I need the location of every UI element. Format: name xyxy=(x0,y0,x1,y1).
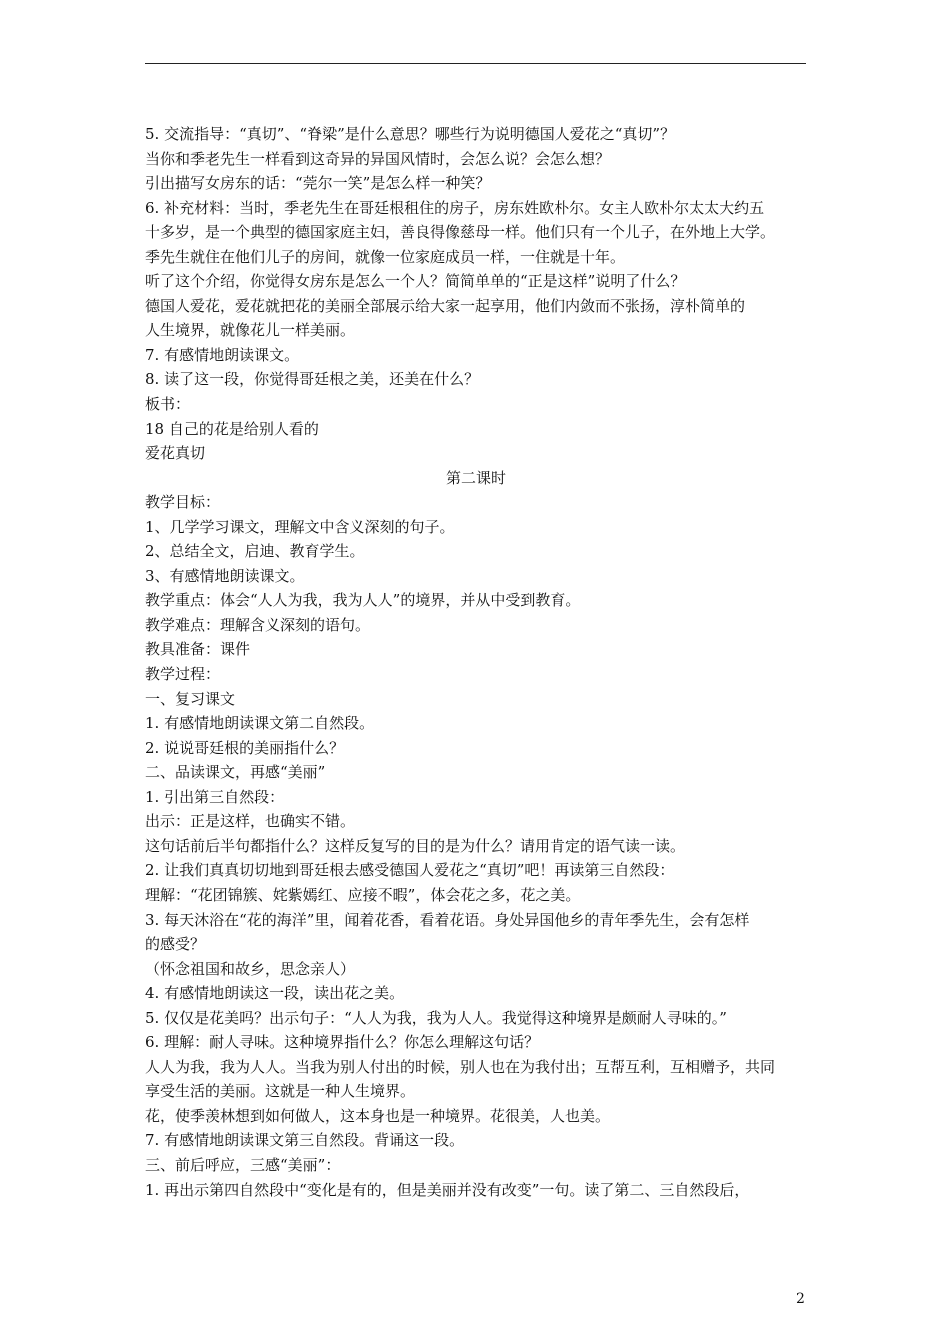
text-line: 1. 再出示第四自然段中“变化是有的，但是美丽并没有改变”一句。读了第二、三自然段后， xyxy=(145,1180,750,1199)
text-line: 7. 有感情地朗读课文。 xyxy=(145,345,300,364)
text-line: 引出描写女房东的话：“莞尔一笑”是怎么样一种笑？ xyxy=(145,174,491,193)
text-line: 3. 每天沐浴在“花的海洋”里，闻着花香，看着花语。身处异国他乡的青年季先生，会有怎样 xyxy=(145,910,750,929)
text-line: 5. 仅仅是花美吗？出示句子：“人人为我，我为人人。我觉得这种境界是颇耐人寻味的。” xyxy=(145,1008,727,1027)
text-line: 6. 补充材料：当时，季老先生在哥廷根租住的房子，房东姓欧朴尔。女主人欧朴尔太太大约五 xyxy=(145,198,765,217)
text-line: 理解：“花团锦簇、姹紫嫣红、应接不暇”，体会花之多，花之美。 xyxy=(145,885,581,904)
text-line: 这句话前后半句都指什么？这样反复写的目的是为什么？请用肯定的语气读一读。 xyxy=(145,836,686,855)
text-line: 教学过程： xyxy=(145,665,221,684)
text-line: 三、前后呼应，三感“美丽”： xyxy=(145,1155,341,1174)
text-line: 的感受？ xyxy=(145,935,206,954)
text-line: 1、几学学习课文，理解文中含义深刻的句子。 xyxy=(145,517,455,536)
text-line: 二、品读课文，再感“美丽” xyxy=(145,763,326,782)
text-line: 当你和季老先生一样看到这奇异的异国风情时，会怎么说？会怎么想？ xyxy=(145,149,611,168)
board-heading: 板书： xyxy=(145,395,191,414)
text-line: 德国人爱花，爱花就把花的美丽全部展示给大家一起享用，他们内敛而不张扬，淳朴简单的 xyxy=(145,296,746,315)
header-rule xyxy=(145,63,806,64)
text-line: 十多岁，是一个典型的德国家庭主妇，善良得像慈母一样。他们只有一个儿子，在外地上大学。 xyxy=(145,223,776,242)
text-line: 听了这个介绍，你觉得女房东是怎么一个人？简简单单的“正是这样”说明了什么？ xyxy=(145,272,686,291)
text-line: 教学难点：理解含义深刻的语句。 xyxy=(145,615,371,634)
page-number: 2 xyxy=(796,1291,805,1307)
text-line: 教学重点：体会“人人为我，我为人人”的境界，并从中受到教育。 xyxy=(145,591,581,610)
section-title: 第二课时 xyxy=(445,468,506,487)
text-line: 2、总结全文，启迪、教育学生。 xyxy=(145,542,365,561)
text-line: 1. 引出第三自然段： xyxy=(145,787,285,806)
text-line: 花，使季羡林想到如何做人，这本身也是一种境界。花很美，人也美。 xyxy=(145,1106,611,1125)
text-line: 人人为我，我为人人。当我为别人付出的时候，别人也在为我付出；互帮互利，互相赠予，共同 xyxy=(145,1057,776,1076)
text-line: 出示：正是这样，也确实不错。 xyxy=(145,812,356,831)
text-line: 教具准备：课件 xyxy=(145,640,251,659)
text-line: 3、有感情地朗读课文。 xyxy=(145,566,305,585)
text-line: 一、复习课文 xyxy=(145,689,236,708)
text-line: 2. 说说哥廷根的美丽指什么？ xyxy=(145,738,345,757)
text-line: （怀念祖国和故乡，思念亲人） xyxy=(145,959,356,978)
text-line: 7. 有感情地朗读课文第三自然段。背诵这一段。 xyxy=(145,1131,465,1150)
text-line: 享受生活的美丽。这就是一种人生境界。 xyxy=(145,1082,416,1101)
text-line: 1. 有感情地朗读课文第二自然段。 xyxy=(145,714,375,733)
text-line: 4. 有感情地朗读这一段，读出花之美。 xyxy=(145,984,405,1003)
text-line: 2. 让我们真真切切地到哥廷根去感受德国人爱花之“真切”吧！再读第三自然段： xyxy=(145,861,675,880)
text-line: 人生境界，就像花儿一样美丽。 xyxy=(145,321,356,340)
text-line: 季先生就住在他们儿子的房间，就像一位家庭成员一样，一住就是十年。 xyxy=(145,247,626,266)
text-line: 8. 读了这一段，你觉得哥廷根之美，还美在什么？ xyxy=(145,370,480,389)
text-line: 5. 交流指导：“真切”、“脊梁”是什么意思？哪些行为说明德国人爱花之“真切”？ xyxy=(145,125,676,143)
text-line: 教学目标： xyxy=(145,493,221,512)
board-note: 爱花真切 xyxy=(145,444,206,463)
document-body xyxy=(145,122,807,1202)
text-line: 6. 理解：耐人寻味。这种境界指什么？你怎么理解这句话？ xyxy=(145,1033,540,1052)
board-title: 18 自己的花是给别人看的 xyxy=(145,419,319,438)
